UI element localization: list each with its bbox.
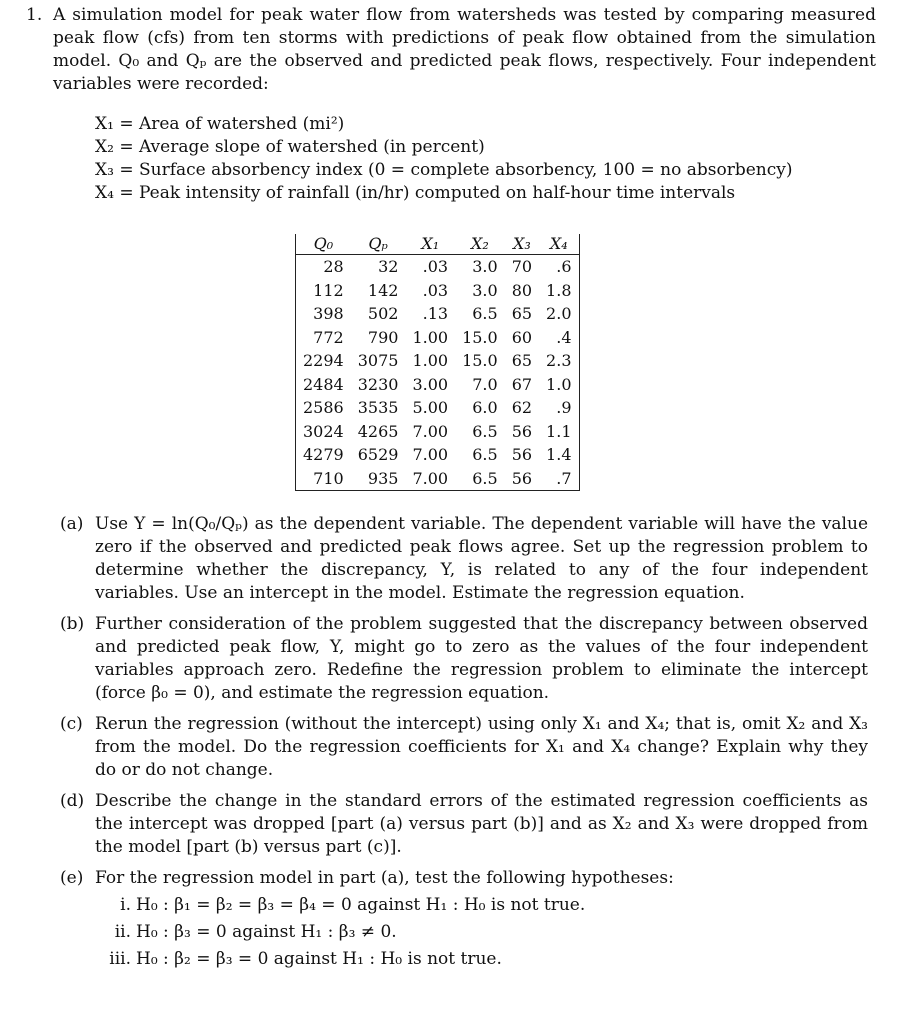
table-cell: 4265: [357, 421, 399, 441]
table-cell: 15.0: [462, 351, 498, 370]
data-table: [295, 234, 580, 491]
table-cell: 1.4: [546, 445, 572, 464]
table-cell: 80: [511, 280, 533, 300]
table-cell: 56: [511, 445, 533, 464]
hypothesis-label: ii.: [114, 922, 131, 942]
table-cell: 2294: [303, 351, 344, 370]
table-cell: 3024: [303, 421, 344, 441]
table-cell: 3.00: [412, 374, 449, 394]
table-cell: 3535: [357, 398, 399, 417]
table-cell: 32: [378, 257, 399, 276]
table-row: [296, 255, 580, 279]
table-row: [296, 467, 580, 491]
table-cell: 2.0: [546, 304, 572, 323]
table-cell: 7.00: [412, 445, 449, 464]
part-d: [60, 790, 868, 859]
table-header-row: [296, 234, 580, 255]
table-row: [296, 373, 580, 397]
table-cell: 70: [511, 257, 533, 276]
table-row: [296, 420, 580, 444]
problem-intro: A simulation model for peak water flow from watersheds was tested by comparing measured peak flow (cfs) from ten storms with predictions of peak flow obtained from the simulation model. Q₀ and Qₚ are the observed and predicted peak flows, respectively. Four independent variables were recorded:: [53, 5, 876, 94]
hypothesis-ii: [95, 921, 868, 944]
table-cell: .7: [556, 468, 572, 488]
table-body: [296, 255, 580, 491]
table-cell: 3.0: [472, 280, 498, 300]
table-cell: 3.0: [472, 257, 498, 276]
table-cell: 502: [367, 304, 399, 323]
part-label: (b): [60, 614, 85, 634]
part-e: [60, 867, 868, 971]
table-cell: 65: [511, 351, 533, 370]
table-cell: .03: [422, 257, 449, 276]
table-cell: 710: [313, 468, 344, 488]
header-q0: Q₀: [296, 234, 351, 255]
table-cell: 28: [323, 257, 344, 276]
hypothesis-label: i.: [120, 895, 131, 915]
variable-x4: X₄ = Peak intensity of rainfall (in/hr) computed on half-hour time intervals: [95, 183, 736, 203]
table-cell: 4279: [303, 445, 344, 464]
variable-x1: X₁ = Area of watershed (mi²): [95, 114, 345, 134]
header-x3: X₃: [505, 234, 539, 255]
table-cell: 7.00: [412, 421, 449, 441]
part-c: [60, 713, 868, 782]
part-label: (a): [60, 514, 84, 534]
part-label: (d): [60, 791, 85, 811]
table-cell: .4: [556, 327, 572, 347]
hypothesis-text: H₀ : β₃ = 0 against H₁ : β₃ ≠ 0.: [136, 922, 397, 942]
part-text: Further consideration of the problem suggested that the discrepancy between observed and predicted peak flow, Y, might go to zero as the values of the four independent variables approach zero. Redefine the regression problem to eliminate the intercept (force β₀ = 0), and estimate the regression equation.: [95, 614, 868, 703]
table-cell: 2586: [303, 398, 344, 417]
part-label: (e): [60, 868, 84, 888]
problem-1: [26, 4, 876, 205]
part-text: Use Y = ln(Q₀/Qₚ) as the dependent variable. The dependent variable will have the value zero if the observed and predicted peak flows agree. Set up the regression problem to determine whether the discrepancy, Y, is related to any of the four independent variables. Use an intercept in the model. Estimate the regression equation.: [95, 514, 868, 603]
table-cell: 6529: [357, 445, 399, 464]
part-b: [60, 613, 868, 705]
table-cell: 6.5: [472, 445, 498, 464]
table-cell: 1.1: [546, 421, 572, 441]
part-a: [60, 513, 868, 605]
table-cell: 56: [511, 421, 533, 441]
table-cell: 6.5: [472, 468, 498, 488]
table-row: [296, 396, 580, 420]
header-x1: X₁: [405, 234, 455, 255]
table-cell: 1.8: [546, 280, 572, 300]
table-cell: 15.0: [462, 327, 498, 347]
table-cell: 6.0: [472, 398, 498, 417]
variable-definitions: [95, 113, 876, 205]
table-cell: 2.3: [546, 351, 572, 370]
table-cell: .6: [556, 257, 572, 276]
table-row: [296, 279, 580, 303]
table-cell: 6.5: [472, 421, 498, 441]
table-cell: 65: [511, 304, 533, 323]
table-cell: 1.0: [546, 374, 572, 394]
table-row: [296, 302, 580, 326]
table-row: [296, 326, 580, 350]
table-cell: 62: [511, 398, 533, 417]
table-cell: .13: [422, 304, 449, 323]
problem-number: 1.: [26, 5, 43, 25]
part-text: Rerun the regression (without the intercept) using only X₁ and X₄; that is, omit X₂ and X₃ from the model. Do the regression coefficients for X₁ and X₄ change? Explain why they do or do not change.: [95, 714, 868, 780]
table-cell: 1.00: [412, 327, 449, 347]
table-cell: 142: [367, 280, 399, 300]
table-cell: 7.0: [472, 374, 498, 394]
hypothesis-label: iii.: [109, 949, 131, 969]
header-x4: X₄: [539, 234, 579, 255]
table-cell: 398: [313, 304, 344, 323]
table-cell: 7.00: [412, 468, 449, 488]
table-cell: 6.5: [472, 304, 498, 323]
table-cell: 3230: [357, 374, 399, 394]
part-text: Describe the change in the standard errors of the estimated regression coefficients as the intercept was dropped [part (a) versus part (b)] and as X₂ and X₃ were dropped from the model [part (b) versus part (c)].: [95, 791, 868, 857]
table-cell: 2484: [303, 374, 344, 394]
header-x2: X₂: [455, 234, 505, 255]
table-cell: .03: [422, 280, 449, 300]
hypothesis-text: H₀ : β₁ = β₂ = β₃ = β₄ = 0 against H₁ : H₀ is not true.: [136, 895, 586, 915]
table-row: [296, 349, 580, 373]
table-cell: 790: [367, 327, 399, 347]
table-cell: 60: [511, 327, 533, 347]
part-text: For the regression model in part (a), test the following hypotheses:: [95, 868, 674, 888]
table-cell: 56: [511, 468, 533, 488]
table-cell: 112: [313, 280, 344, 300]
header-qp: Qₚ: [351, 234, 406, 255]
hypothesis-text: H₀ : β₂ = β₃ = 0 against H₁ : H₀ is not true.: [136, 949, 502, 969]
table-cell: 1.00: [412, 351, 449, 370]
table-row: [296, 443, 580, 467]
table-cell: 3075: [357, 351, 399, 370]
data-table-wrapper: [295, 234, 580, 491]
table-cell: 5.00: [412, 398, 449, 417]
hypothesis-i: [95, 894, 868, 917]
part-label: (c): [60, 714, 83, 734]
table-cell: 67: [511, 374, 533, 394]
table-cell: 772: [313, 327, 344, 347]
table-cell: .9: [556, 398, 572, 417]
variable-x3: X₃ = Surface absorbency index (0 = complete absorbency, 100 = no absorbency): [95, 160, 793, 180]
variable-x2: X₂ = Average slope of watershed (in percent): [95, 137, 485, 157]
hypothesis-iii: [95, 948, 868, 971]
table-cell: 935: [367, 468, 399, 488]
question-parts: [60, 513, 868, 979]
